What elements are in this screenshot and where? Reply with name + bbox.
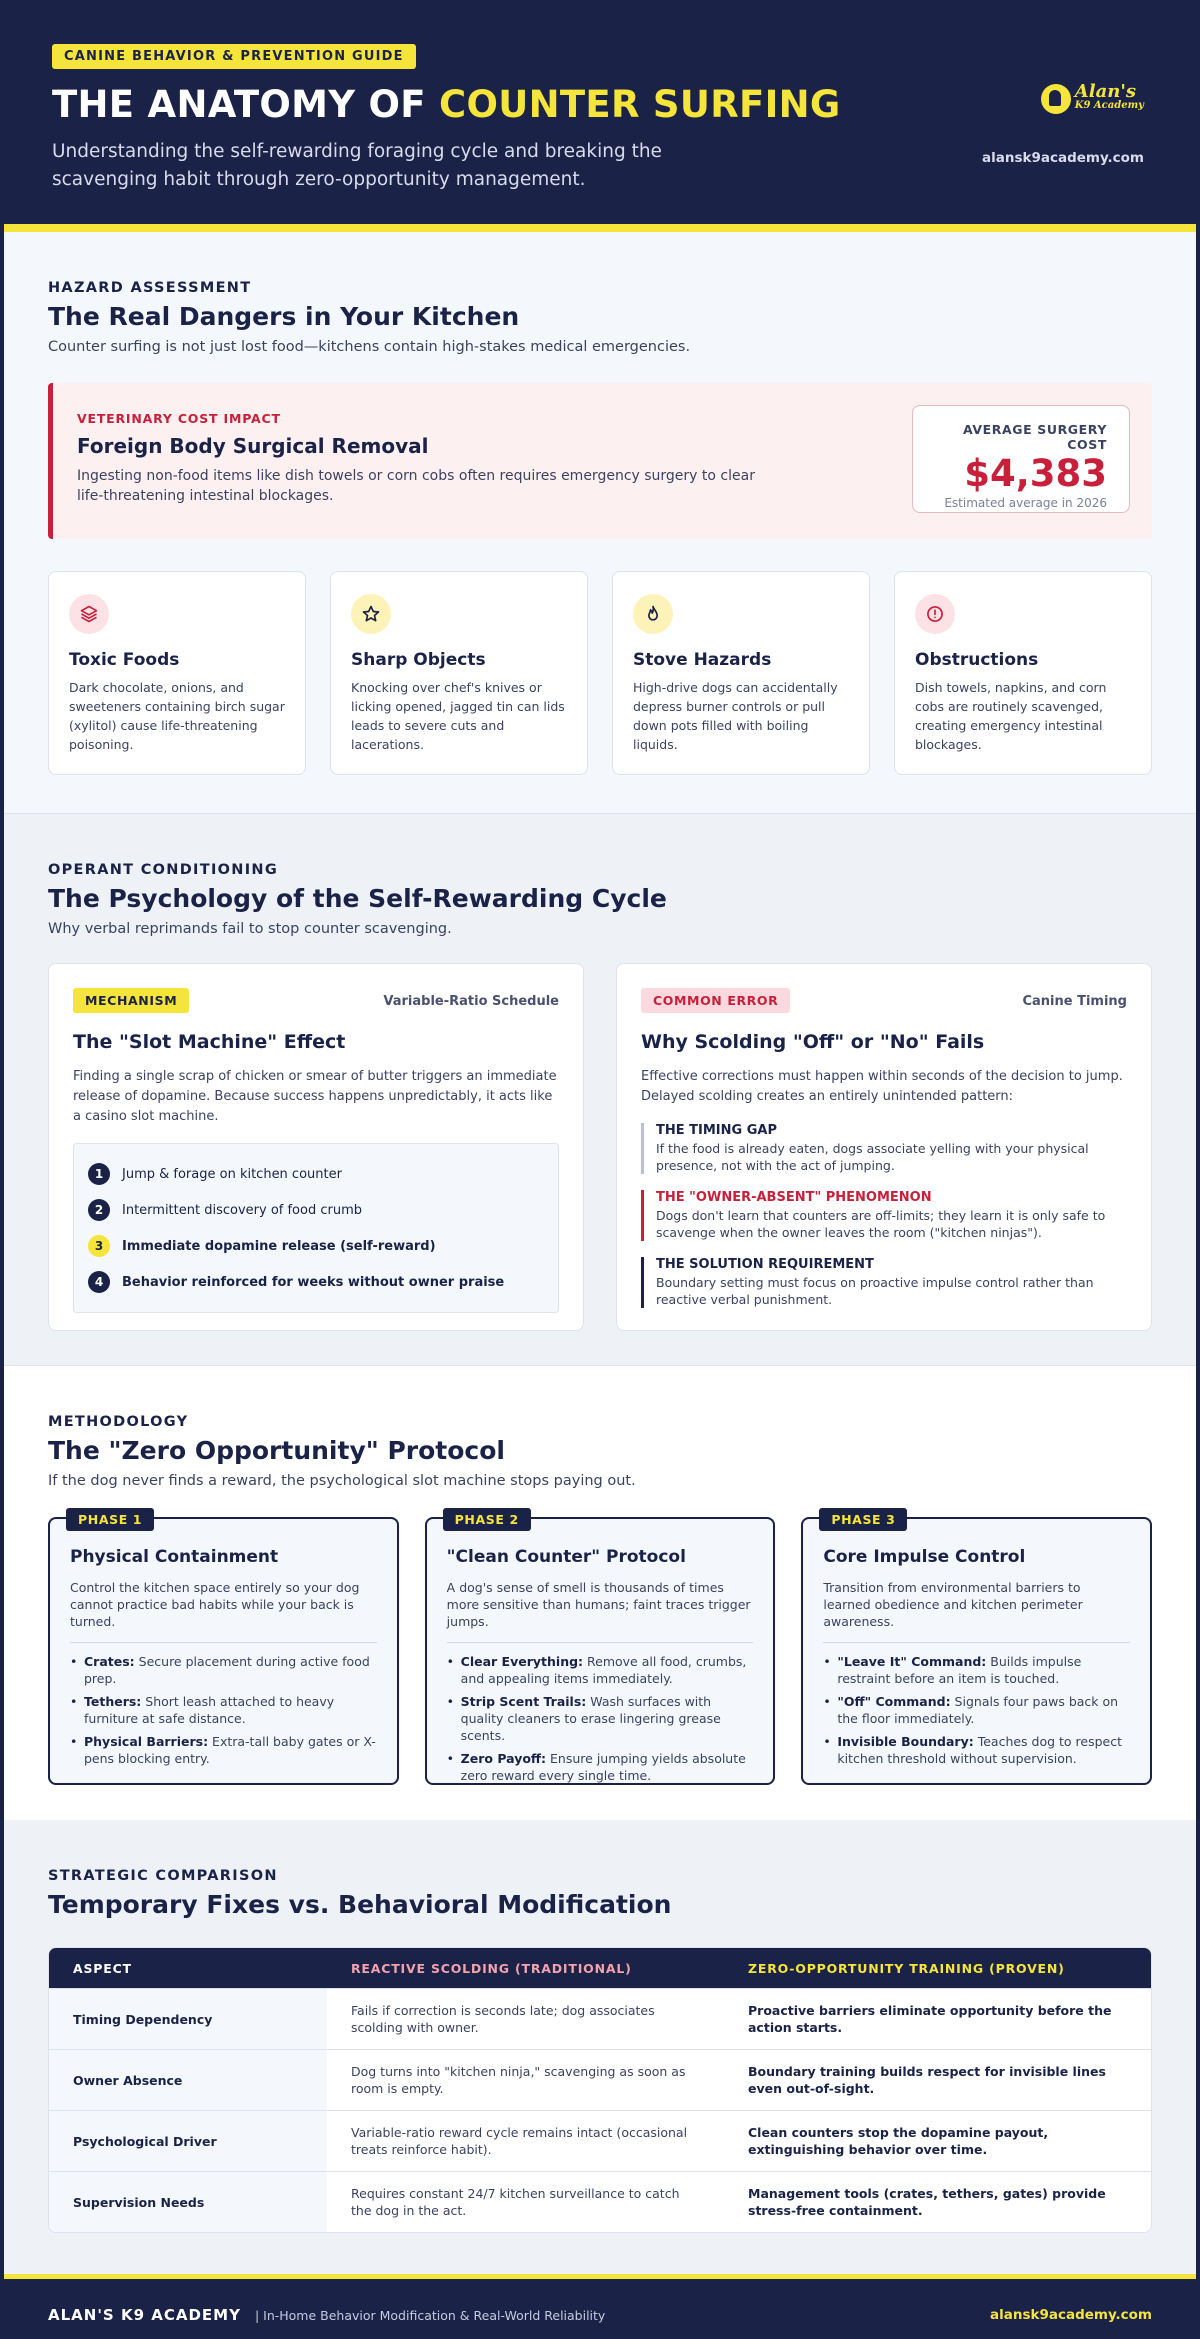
point-title: THE "OWNER-ABSENT" PHENOMENON: [656, 1190, 932, 1205]
brand-logo[interactable]: [1041, 81, 1144, 114]
mechanism-title: The "Slot Machine" Effect: [73, 1031, 346, 1053]
table-row: [49, 2049, 1151, 2110]
logo-line-2: K9 Academy: [1074, 100, 1144, 111]
error-point: [641, 1123, 1127, 1174]
comparison-section: [4, 1820, 1196, 2274]
phase-list: [823, 1653, 1130, 1767]
hazard-grid: [48, 571, 1152, 775]
cost-card-label: AVERAGE SURGERY COST: [962, 422, 1107, 452]
hazard-card-obstructions: [894, 571, 1152, 775]
title-main: THE ANATOMY OF: [52, 83, 440, 126]
cost-card-note: Estimated average in 2026: [944, 496, 1107, 510]
list-item: • Crates: Secure placement during active food prep.: [70, 1653, 377, 1687]
error-point: [641, 1190, 1127, 1241]
star-icon: [351, 594, 391, 634]
section-title: Temporary Fixes vs. Behavioral Modification: [48, 1890, 672, 1919]
step-text: Intermittent discovery of food crumb: [122, 1202, 362, 1218]
section-eyebrow: METHODOLOGY: [48, 1414, 189, 1430]
list-item: • "Leave It" Command: Builds impulse restraint before an item is touched.: [823, 1653, 1130, 1687]
phase-title: Physical Containment: [70, 1547, 279, 1567]
phase-card-1: [48, 1512, 399, 1785]
column-header: REACTIVE SCOLDING (TRADITIONAL): [351, 1960, 632, 1976]
error-title: Why Scolding "Off" or "No" Fails: [641, 1031, 985, 1053]
header-url-link[interactable]: alansk9academy.com: [981, 150, 1144, 166]
list-item: • Invisible Boundary: Teaches dog to respect kitchen threshold without supervision.: [823, 1733, 1130, 1767]
title-accent: COUNTER SURFING: [439, 83, 841, 126]
error-meta: Canine Timing: [1022, 994, 1127, 1009]
hazard-title: Toxic Foods: [69, 650, 180, 670]
header-divider: [4, 224, 1196, 232]
table-cell-reactive: Fails if correction is seconds late; dog associates scolding with owner.: [351, 2003, 655, 2035]
layers-icon: [69, 594, 109, 634]
protocol-section: [4, 1366, 1196, 1820]
mechanism-pill: MECHANISM: [73, 988, 189, 1013]
phase-grid: [48, 1512, 1152, 1785]
hazard-description: Dark chocolate, onions, and sweeteners containing birch sugar (xylitol) cause life-threatening poisoning.: [69, 680, 285, 752]
phase-description: Control the kitchen space entirely so your dog cannot practice bad habits while your back is turned.: [70, 1579, 377, 1643]
section-eyebrow: OPERANT CONDITIONING: [48, 862, 279, 878]
phase-title: Core Impulse Control: [823, 1547, 1026, 1567]
alert-circle-icon: [915, 594, 955, 634]
step-number: 1: [88, 1163, 110, 1185]
point-title: THE SOLUTION REQUIREMENT: [656, 1257, 874, 1272]
hazard-title: Obstructions: [915, 650, 1039, 670]
table-cell-reactive: Dog turns into "kitchen ninja," scavenging as soon as room is empty.: [351, 2064, 686, 2096]
section-title: The "Zero Opportunity" Protocol: [48, 1436, 505, 1465]
hazard-description: Dish towels, napkins, and corn cobs are routinely scavenged, creating emergency intestinal blockages.: [915, 680, 1107, 752]
section-title: The Real Dangers in Your Kitchen: [48, 302, 520, 331]
page-footer: [4, 2279, 1196, 2339]
hazard-card-sharp-objects: [330, 571, 588, 775]
list-item: • "Off" Command: Signals four paws back on the floor immediately.: [823, 1693, 1130, 1727]
surgery-cost-card: [912, 405, 1130, 513]
column-header: ZERO-OPPORTUNITY TRAINING (PROVEN): [748, 1960, 1065, 1976]
phase-title: "Clean Counter" Protocol: [446, 1547, 686, 1567]
footer-brand: ALAN'S K9 ACADEMY: [48, 2306, 241, 2324]
list-item: • Physical Barriers: Extra-tall baby gates or X-pens blocking entry.: [70, 1733, 377, 1767]
section-eyebrow: STRATEGIC COMPARISON: [48, 1868, 278, 1884]
table-cell-proven: Clean counters stop the dopamine payout, extinguishing behavior over time.: [748, 2125, 1049, 2157]
list-item: • Clear Everything: Remove all food, crumbs, and appealing items immediately.: [447, 1653, 754, 1687]
logo-wordmark: [1074, 81, 1144, 113]
table-cell-reactive: Requires constant 24/7 kitchen surveillance to catch the dog in the act.: [351, 2186, 680, 2218]
mechanism-card: [48, 963, 584, 1331]
hazard-title: Stove Hazards: [633, 650, 772, 670]
table-cell-proven: Management tools (crates, tethers, gates) provide stress-free containment.: [748, 2186, 1106, 2218]
section-subtitle: If the dog never finds a reward, the psychological slot machine stops paying out.: [48, 1473, 636, 1489]
table-cell-aspect: Psychological Driver: [49, 2111, 327, 2171]
page-subtitle: Understanding the self-rewarding foraging cycle and breaking the scavenging habit through zero-opportunity management.: [52, 141, 662, 190]
cost-title: Foreign Body Surgical Removal: [77, 434, 429, 458]
psychology-grid: [48, 963, 1152, 1331]
cycle-step: [88, 1264, 544, 1300]
step-number: 2: [88, 1199, 110, 1221]
hazard-section: [4, 232, 1196, 814]
footer-tagline: | In-Home Behavior Modification & Real-World Reliability: [254, 2307, 606, 2323]
point-description: Dogs don't learn that counters are off-limits; they learn it is only safe to scavenge when the owner leaves the room ("kitchen ninjas").: [656, 1208, 1106, 1240]
table-row: [49, 1988, 1151, 2049]
phase-tag: PHASE 1: [66, 1508, 154, 1531]
logo-line-1: Alan's: [1074, 81, 1136, 102]
table-cell-aspect: Supervision Needs: [49, 2172, 327, 2232]
step-number: 4: [88, 1271, 110, 1293]
error-point: [641, 1257, 1127, 1308]
table-header-row: [49, 1948, 1151, 1988]
table-cell-aspect: Owner Absence: [49, 2050, 327, 2110]
hazard-card-toxic-foods: [48, 571, 306, 775]
list-item: • Tethers: Short leash attached to heavy furniture at safe distance.: [70, 1693, 377, 1727]
step-text: Immediate dopamine release (self-reward): [122, 1238, 436, 1254]
mechanism-meta: Variable-Ratio Schedule: [383, 994, 559, 1009]
cost-callout: [48, 383, 1152, 539]
page-header: [4, 0, 1196, 224]
step-text: Jump & forage on kitchen counter: [122, 1166, 342, 1182]
section-subtitle: Why verbal reprimands fail to stop counter scavenging.: [48, 921, 452, 937]
common-error-card: [616, 963, 1152, 1331]
psychology-section: [4, 814, 1196, 1366]
table-cell-aspect: Timing Dependency: [49, 1989, 327, 2049]
error-pill: COMMON ERROR: [641, 988, 790, 1013]
hazard-description: High-drive dogs can accidentally depress burner controls or pull down pots filled with boiling liquids.: [633, 680, 838, 752]
comparison-table: [48, 1947, 1152, 2233]
footer-url-link[interactable]: alansk9academy.com: [989, 2307, 1152, 2323]
phase-description: A dog's sense of smell is thousands of times more sensitive than humans; faint traces trigger jumps.: [447, 1579, 754, 1643]
table-cell-proven: Boundary training builds respect for invisible lines even out-of-sight.: [748, 2064, 1106, 2096]
page-title: [52, 83, 1148, 126]
phase-list: [447, 1653, 754, 1784]
column-header: ASPECT: [73, 1960, 132, 1976]
step-number: 3: [88, 1235, 110, 1257]
cycle-step: [88, 1192, 544, 1228]
section-subtitle: Counter surfing is not just lost food—kitchens contain high-stakes medical emergencies.: [48, 339, 691, 355]
point-description: Boundary setting must focus on proactive impulse control rather than reactive verbal punishment.: [656, 1275, 1094, 1307]
header-tag: CANINE BEHAVIOR & PREVENTION GUIDE: [52, 44, 416, 69]
hazard-title: Sharp Objects: [351, 650, 486, 670]
hazard-description: Knocking over chef's knives or licking opened, jagged tin can lids leads to severe cuts and lacerations.: [351, 680, 565, 752]
phase-tag: PHASE 2: [443, 1508, 531, 1531]
section-title: The Psychology of the Self-Rewarding Cycle: [48, 884, 667, 913]
error-description: Effective corrections must happen within seconds of the decision to jump. Delayed scolding creates an entirely unintended pattern:: [641, 1069, 1123, 1104]
reward-cycle-steps: [73, 1143, 559, 1313]
list-item: • Strip Scent Trails: Wash surfaces with quality cleaners to erase lingering grease scents.: [447, 1693, 754, 1744]
table-cell-reactive: Variable-ratio reward cycle remains intact (occasional treats reinforce habit).: [351, 2125, 688, 2157]
phase-description: Transition from environmental barriers to learned obedience and kitchen perimeter awareness.: [823, 1579, 1130, 1643]
phase-list: [70, 1653, 377, 1767]
table-row: [49, 2171, 1151, 2232]
cost-eyebrow: VETERINARY COST IMPACT: [77, 411, 281, 426]
step-text: Behavior reinforced for weeks without owner praise: [122, 1274, 505, 1290]
hazard-card-stove-hazards: [612, 571, 870, 775]
table-row: [49, 2110, 1151, 2171]
flame-icon: [633, 594, 673, 634]
cost-description: Ingesting non-food items like dish towels or corn cobs often requires emergency surgery to clear life-threatening intestinal blockages.: [77, 468, 755, 504]
dog-logo-icon: [1041, 84, 1071, 114]
mechanism-description: Finding a single scrap of chicken or smear of butter triggers an immediate release of dopamine. Because success happens unpredictably, it acts like a casino slot machine.: [73, 1069, 557, 1124]
phase-card-2: [425, 1512, 776, 1785]
list-item: • Zero Payoff: Ensure jumping yields absolute zero reward every single time.: [447, 1750, 754, 1784]
cycle-step: [88, 1156, 544, 1192]
cycle-step: [88, 1228, 544, 1264]
cost-card-value: $4,383: [964, 452, 1107, 495]
point-title: THE TIMING GAP: [656, 1123, 777, 1138]
section-eyebrow: HAZARD ASSESSMENT: [48, 280, 252, 296]
phase-tag: PHASE 3: [819, 1508, 907, 1531]
phase-card-3: [801, 1512, 1152, 1785]
table-cell-proven: Proactive barriers eliminate opportunity before the action starts.: [748, 2003, 1112, 2035]
point-description: If the food is already eaten, dogs associate yelling with your physical presence, not with the act of jumping.: [656, 1141, 1089, 1173]
